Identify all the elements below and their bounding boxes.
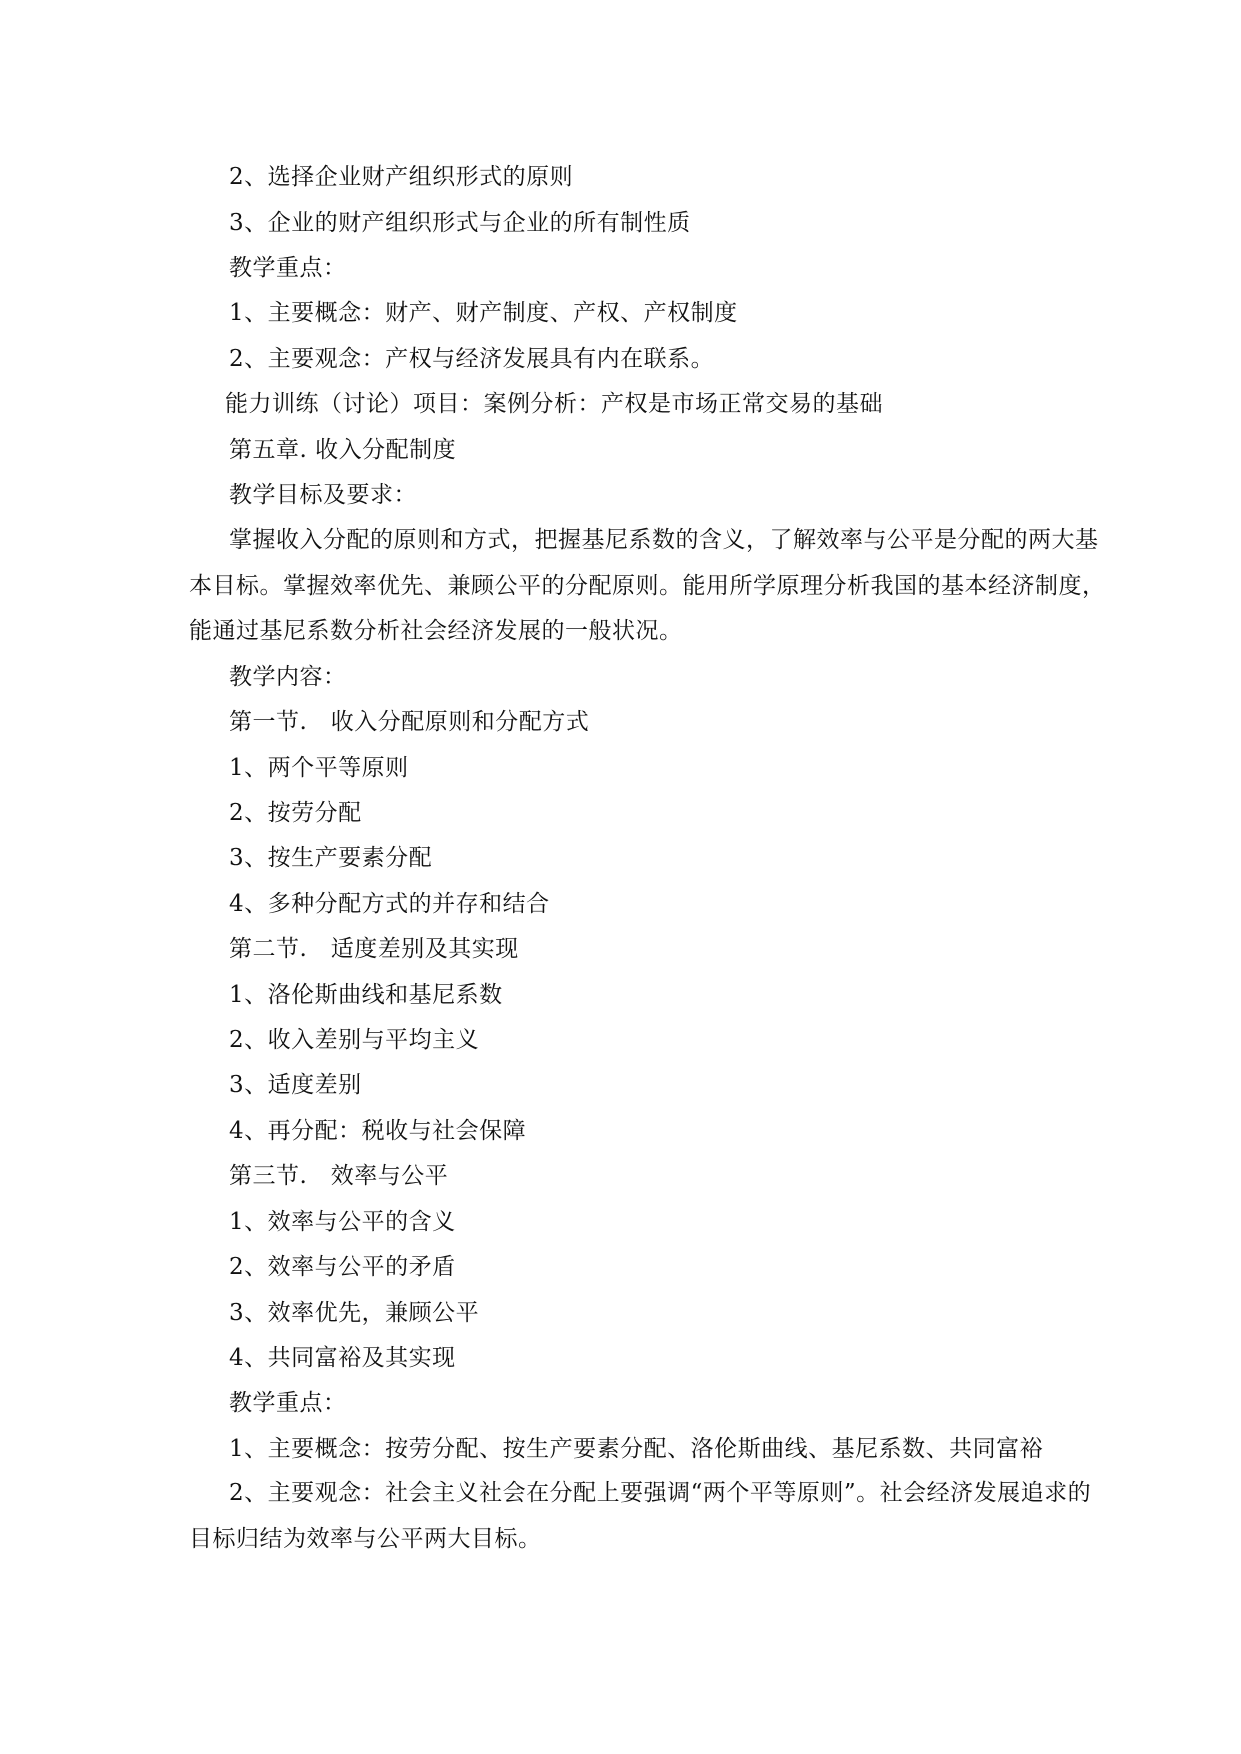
text-line: 3、按生产要素分配	[229, 845, 433, 871]
subsection-heading: 第三节. 效率与公平	[229, 1163, 449, 1189]
section-heading: 教学重点：	[229, 255, 347, 281]
text-line: 1、两个平等原则	[229, 755, 409, 781]
text-line: 3、企业的财产组织形式与企业的所有制性质	[229, 210, 691, 236]
section-heading: 教学重点：	[229, 1390, 347, 1416]
text-line: 4、再分配：税收与社会保障	[229, 1118, 527, 1144]
section-heading: 教学内容：	[229, 664, 347, 690]
text-line: 3、适度差别	[229, 1072, 362, 1098]
text-line: 1、效率与公平的含义	[229, 1209, 456, 1235]
subsection-heading: 第二节. 适度差别及其实现	[229, 936, 519, 962]
chapter-heading: 第五章. 收入分配制度	[229, 437, 457, 463]
text-line: 1、主要概念：财产、财产制度、产权、产权制度	[229, 300, 738, 326]
text-line: 2、按劳分配	[229, 800, 362, 826]
text-line: 2、效率与公平的矛盾	[229, 1254, 456, 1280]
paragraph-key-ideas: 2、主要观念：社会主义社会在分配上要强调“两个平等原则”。社会经济发展追求的目标归结为效率与公平两大目标。	[189, 1480, 1092, 1552]
subsection-heading: 第一节. 收入分配原则和分配方式	[229, 709, 590, 735]
text-line: 1、洛伦斯曲线和基尼系数	[229, 982, 503, 1008]
text-line: 3、效率优先，兼顾公平	[229, 1300, 480, 1326]
section-heading: 教学目标及要求：	[229, 482, 417, 508]
text-line: 1、主要概念：按劳分配、按生产要素分配、洛伦斯曲线、基尼系数、共同富裕	[229, 1436, 1044, 1462]
text-line: 2、主要观念：产权与经济发展具有内在联系。	[229, 346, 715, 372]
text-line: 4、多种分配方式的并存和结合	[229, 891, 550, 917]
text-line: 2、选择企业财产组织形式的原则	[229, 164, 574, 190]
text-line: 能力训练（讨论）项目：案例分析：产权是市场正常交易的基础	[225, 391, 883, 417]
text-line: 4、共同富裕及其实现	[229, 1345, 456, 1371]
text-line: 2、收入差别与平均主义	[229, 1027, 480, 1053]
paragraph-objectives: 掌握收入分配的原则和方式，把握基尼系数的含义，了解效率与公平是分配的两大基本目标。掌握效率优先、兼顾公平的分配原则。能用所学原理分析我国的基本经济制度，能通过基尼系数分析社会经济发展的一般状况。	[189, 527, 1106, 644]
